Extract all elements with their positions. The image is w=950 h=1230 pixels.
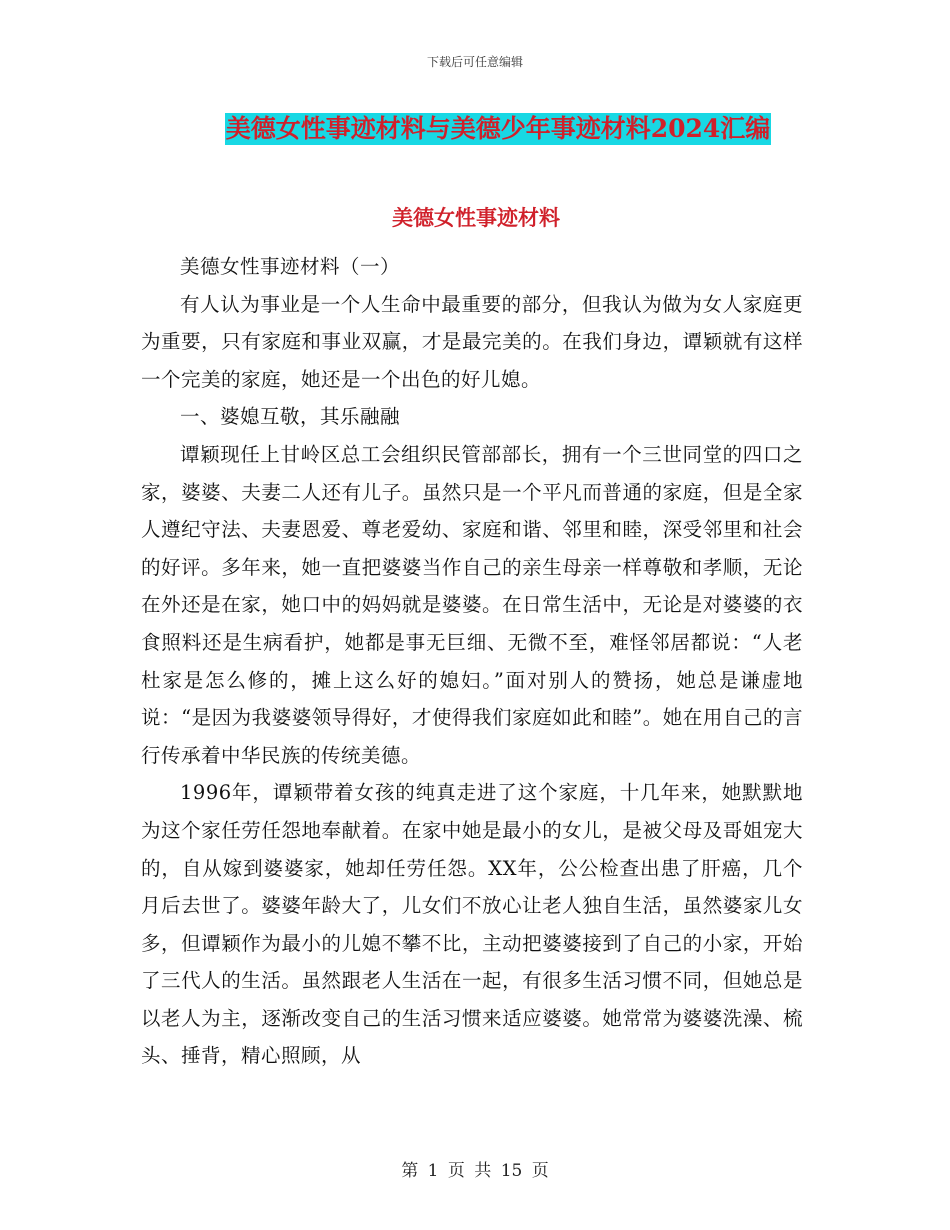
paragraph-subtitle: 美德女性事迹材料（一） bbox=[180, 255, 401, 278]
body-text bbox=[141, 248, 803, 1075]
paragraph-heading: 一、婆媳互敬，其乐融融 bbox=[180, 405, 401, 429]
section-title bbox=[0, 202, 950, 232]
paragraph: 1996年，谭颖带着女孩的纯真走进了这个家庭，十几年来，她默默地为这个家任劳任怨地奉献着。在家中她是最小的女儿，是被父母及哥姐宠大的，自从嫁到婆婆家，她却任劳任怨。XX年，公公检查出患了肝癌，几个月后去世了。婆婆年龄大了，儿女们不放心让老人独自生活，虽然婆家儿女多，但谭颖作为最小的儿媳不攀不比，主动把婆婆接到了自己的小家，开始了三代人的生活。虽然跟老人生活在一起，有很多生活习惯不同，但她总是以老人为主，逐渐改变自己的生活习惯来适应婆婆。她常常为婆婆洗澡、梳头、捶背，精心照顾，从 bbox=[141, 781, 803, 1068]
paragraph: 有人认为事业是一个人生命中最重要的部分，但我认为做为女人家庭更为重要，只有家庭和事业双赢，才是最完美的。在我们身边，谭颖就有这样一个完美的家庭，她还是一个出色的好儿媳。 bbox=[141, 292, 803, 391]
document-title-text: 美德女性事迹材料与美德少年事迹材料2024汇编 bbox=[225, 114, 771, 143]
section-title-text: 美德女性事迹材料 bbox=[392, 205, 560, 230]
document-title bbox=[0, 113, 950, 145]
paragraph: 谭颖现任上甘岭区总工会组织民管部部长，拥有一个三世同堂的四口之家，婆婆、夫妻二人还有儿子。虽然只是一个平凡而普通的家庭，但是全家人遵纪守法、夫妻恩爱、尊老爱幼、家庭和谐、邻里和睦，深受邻里和社会的好评。多年来，她一直把婆婆当作自己的亲生母亲一样尊敬和孝顺，无论在外还是在家，她口中的妈妈就是婆婆。在日常生活中，无论是对婆婆的衣食照料还是生病看护，她都是事无巨细、无微不至，难怪邻居都说：“人老杜家是怎么修的，摊上这么好的媳妇。”面对别人的赞扬，她总是谦虚地说：“是因为我婆婆领导得好，才使得我们家庭如此和睦”。她在用自己的言行传承着中华民族的传统美德。 bbox=[141, 442, 803, 767]
page-footer: 第 1 页 共 15 页 bbox=[401, 1161, 549, 1181]
header-note: 下载后可任意编辑 bbox=[426, 55, 523, 69]
